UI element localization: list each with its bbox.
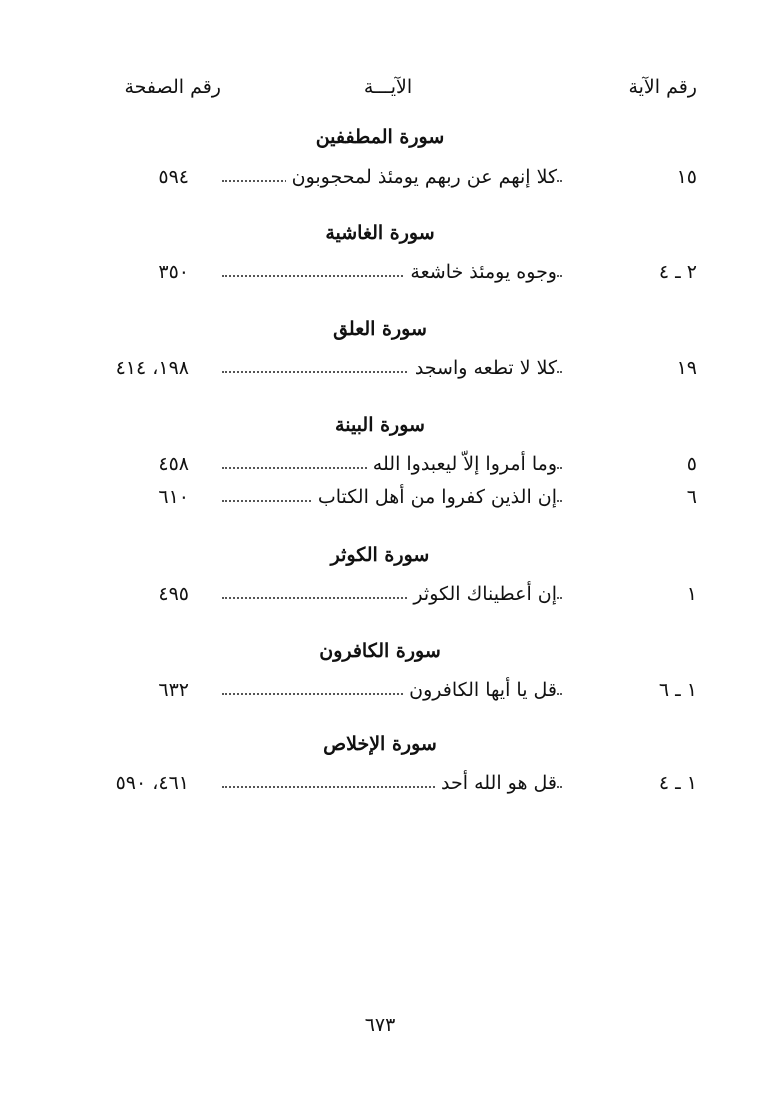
ayah-text: كلا لا تطعه واسجد — [409, 357, 557, 379]
surah-title: سورة الغاشية — [325, 222, 435, 244]
column-header-page-number: رقم الصفحة — [124, 76, 221, 98]
page-number: ٦١٠ — [158, 486, 189, 508]
column-header-ayah-number: رقم الآية — [628, 76, 697, 98]
ayah-number: ١ ـ ٤ — [658, 772, 697, 794]
surah-title: سورة الكوثر — [330, 544, 430, 566]
index-row — [0, 453, 759, 483]
index-row — [0, 679, 759, 709]
page-number: ٤٥٨ — [158, 453, 189, 475]
ayah-number: ٥ — [686, 453, 697, 475]
page-number: ١٩٨، ٤١٤ — [115, 357, 189, 379]
ayah-number: ١٩ — [676, 357, 697, 379]
ayah-text: قل يا أيها الكافرون — [403, 679, 557, 701]
ayah-text: كلا إنهم عن ربهم يومئذ لمحجوبون — [286, 166, 557, 188]
ayah-number: ١٥ — [676, 166, 697, 188]
index-row — [0, 772, 759, 802]
index-row — [0, 261, 759, 291]
page-number: ٤٩٥ — [158, 583, 189, 605]
folio-number: ٦٧٣ — [364, 1014, 396, 1036]
ayah-text: إن الذين كفروا من أهل الكتاب — [312, 486, 557, 508]
ayah-text: وجوه يومئذ خاشعة — [404, 261, 557, 283]
surah-title: سورة الإخلاص — [323, 733, 437, 755]
page-number: ٥٩٤ — [158, 166, 189, 188]
surah-title: سورة العلق — [333, 318, 427, 340]
page-number: ٣٥٠ — [158, 261, 189, 283]
ayah-text: وما أمروا إلاّ ليعبدوا الله — [367, 453, 557, 475]
index-row — [0, 166, 759, 196]
surah-title: سورة الكافرون — [319, 640, 441, 662]
index-row — [0, 583, 759, 613]
ayah-number: ١ — [686, 583, 697, 605]
index-row — [0, 357, 759, 387]
ayah-text: إن أعطيناك الكوثر — [407, 583, 557, 605]
page-number: ٤٦١، ٥٩٠ — [115, 772, 189, 794]
ayah-text: قل هو الله أحد — [435, 772, 557, 794]
surah-title: سورة المطففين — [315, 126, 445, 148]
ayah-number: ١ ـ ٦ — [658, 679, 697, 701]
index-row — [0, 486, 759, 516]
column-header-ayah: الآيـــة — [363, 76, 413, 98]
page-number: ٦٣٢ — [158, 679, 189, 701]
ayah-number: ٦ — [686, 486, 697, 508]
surah-title: سورة البينة — [335, 414, 425, 436]
ayah-number: ٢ ـ ٤ — [658, 261, 697, 283]
